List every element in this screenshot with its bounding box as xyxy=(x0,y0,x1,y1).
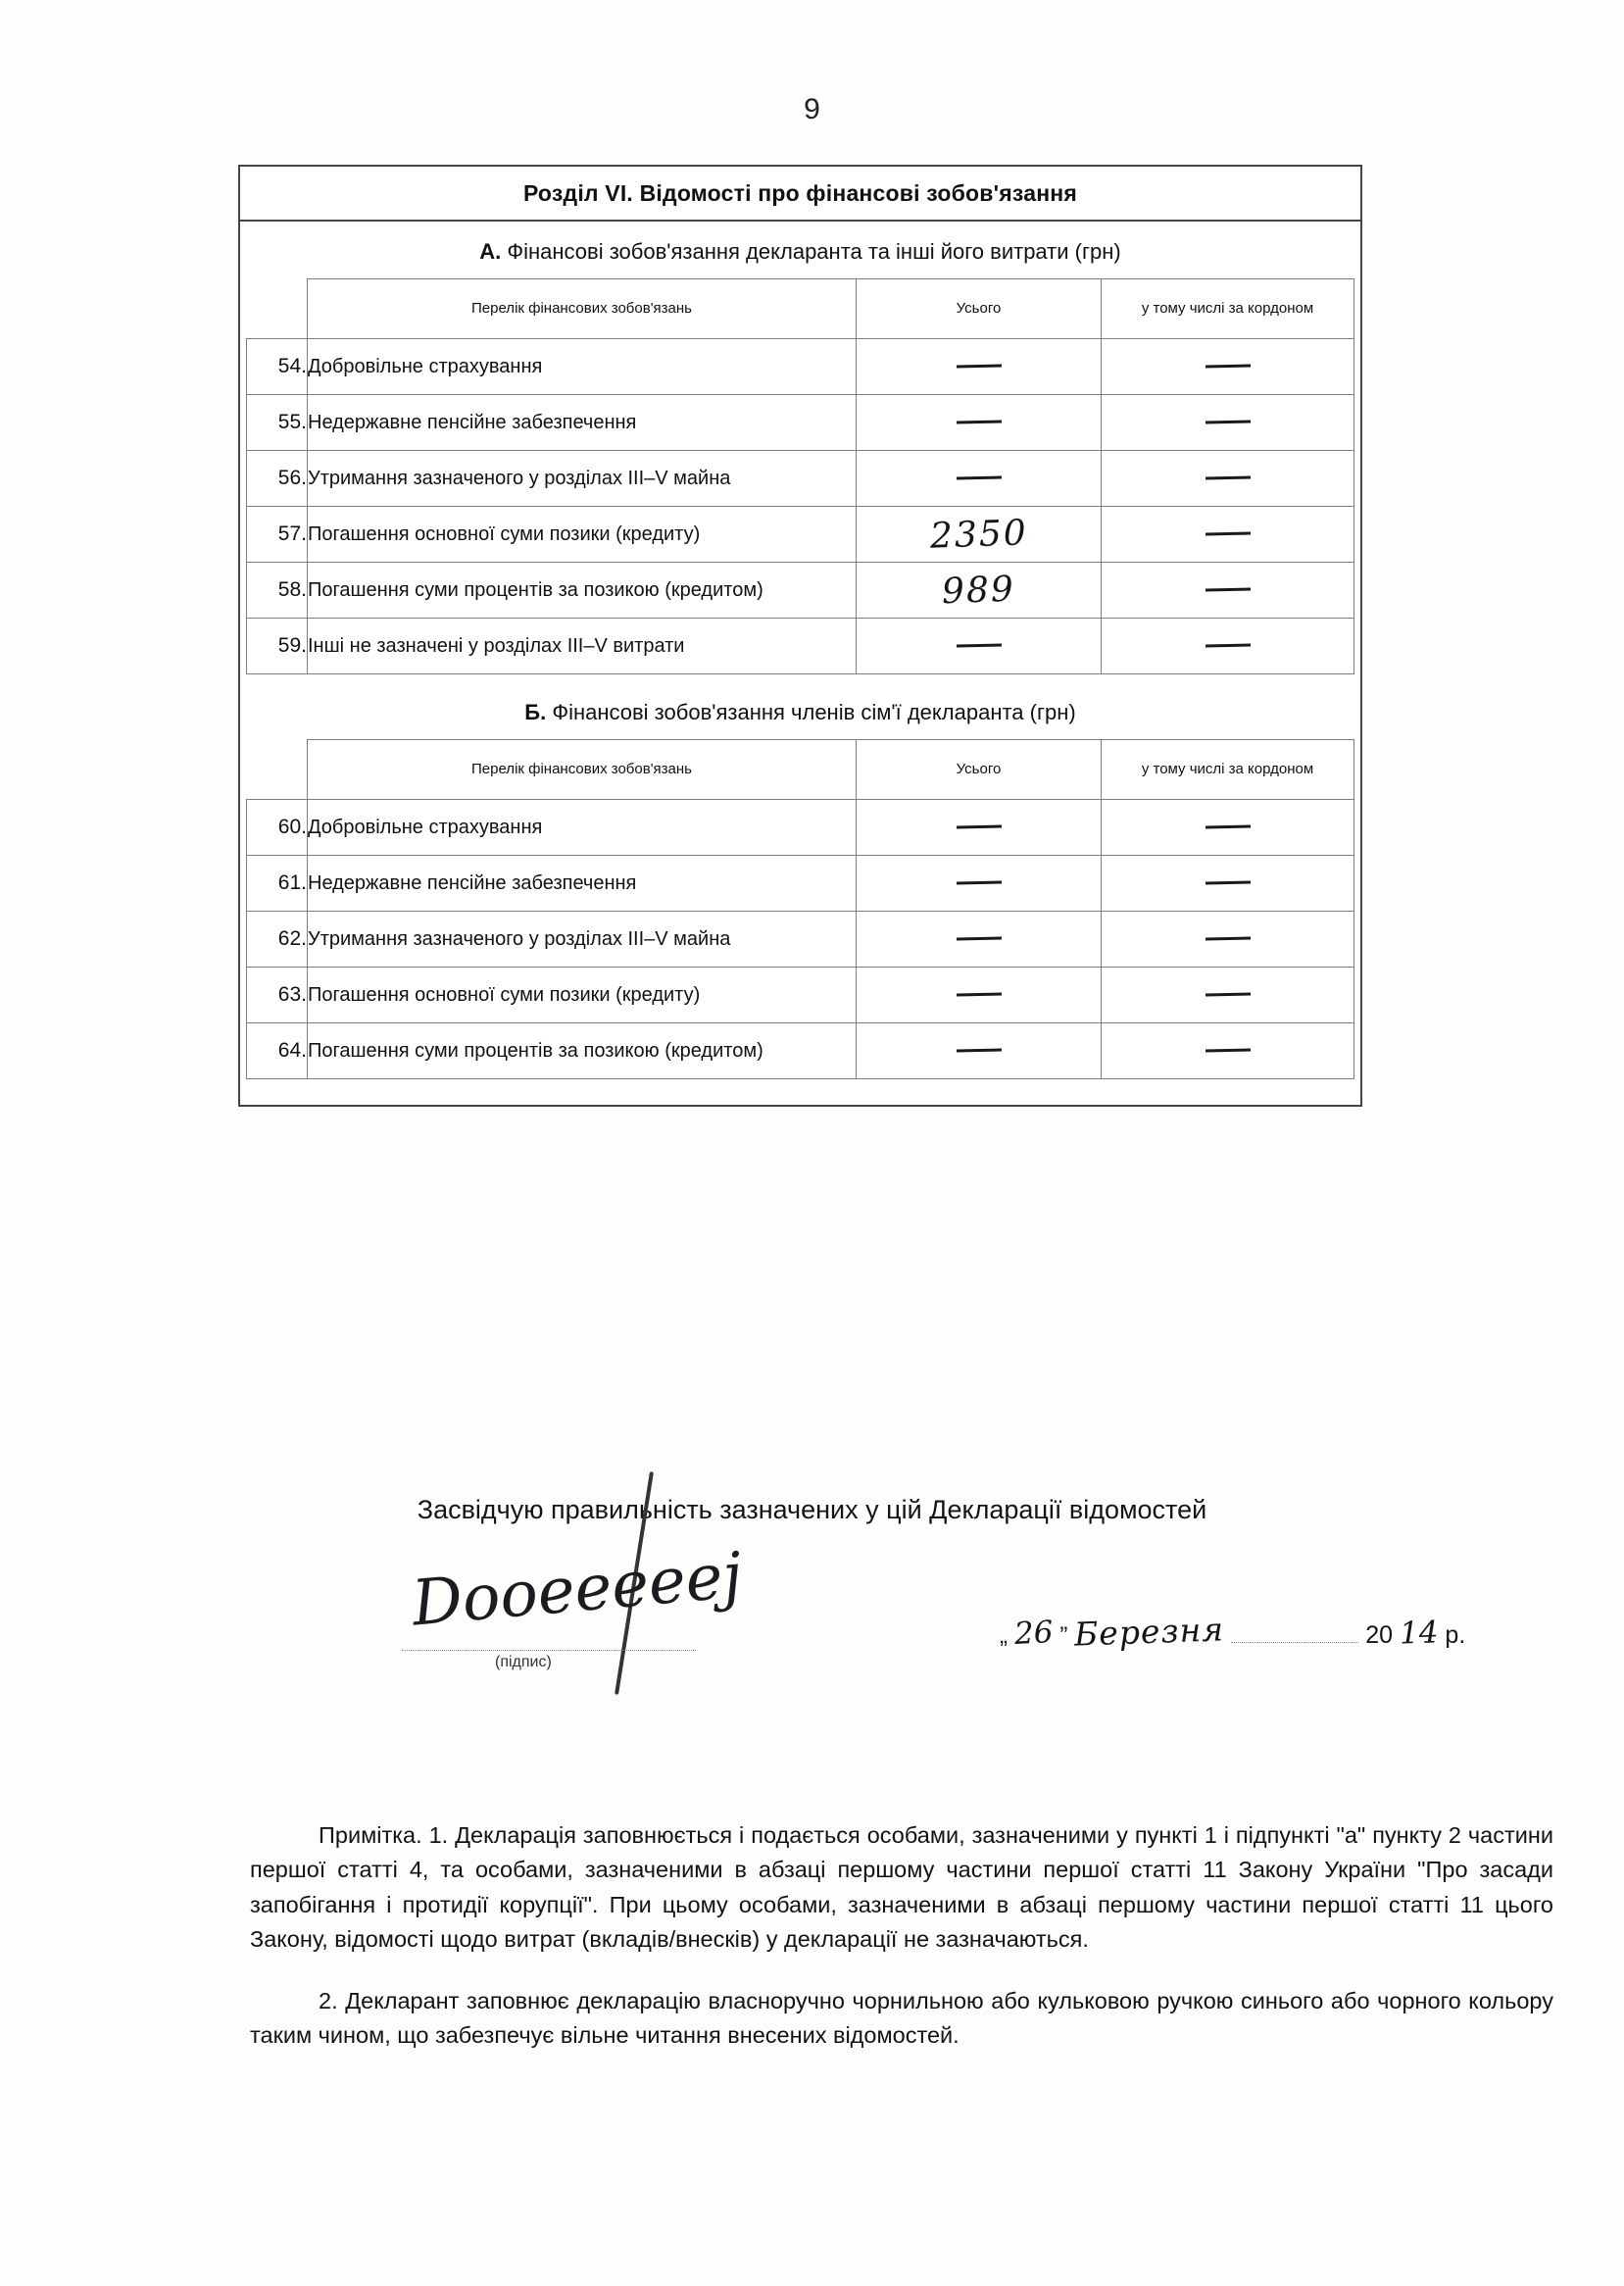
table-row xyxy=(247,968,1354,1023)
handwritten-value: 2350 xyxy=(929,512,1028,557)
row-label: Утримання зазначеного у розділах III–V майна xyxy=(308,451,857,507)
row-abroad xyxy=(1102,1023,1354,1079)
row-label: Добровільне страхування xyxy=(308,800,857,856)
signature-label: (підпис) xyxy=(495,1654,552,1670)
table-row xyxy=(247,619,1354,674)
note-item-1: Примітка. 1. Декларація заповнюється і подається особами, зазначеними у пункті 1 і підпункті "а" пункту 2 частини першої статті 4, та особами, зазначеними в абзаці першому частини першої статті 11 Закону України "Про засади запобігання і протидії корупції". При цьому особами, зазначеними в абзаці першому частини першої статті 11 цього Закону, відомості щодо витрат (вкладів/внесків) у декларації не зазначаються. xyxy=(250,1822,1553,1952)
row-abroad xyxy=(1102,912,1354,968)
financial-obligations-table-b xyxy=(246,739,1354,1079)
header-blank xyxy=(247,740,308,800)
row-total xyxy=(857,856,1102,912)
row-total xyxy=(857,1023,1102,1079)
page-number: 9 xyxy=(804,93,820,125)
header-blank xyxy=(247,279,308,339)
part-a-title-prefix: А. xyxy=(479,239,502,264)
header-list: Перелік фінансових зобов'язань xyxy=(308,279,857,339)
row-number: 54. xyxy=(247,339,308,395)
table-row xyxy=(247,856,1354,912)
table-row xyxy=(247,800,1354,856)
date-quote-open: „ xyxy=(1000,1622,1008,1649)
row-number: 57. xyxy=(247,507,308,563)
row-abroad xyxy=(1102,619,1354,674)
table-row xyxy=(247,507,1354,563)
row-abroad xyxy=(1102,451,1354,507)
row-number: 64. xyxy=(247,1023,308,1079)
row-total xyxy=(857,912,1102,968)
row-number: 62. xyxy=(247,912,308,968)
row-label: Добровільне страхування xyxy=(308,339,857,395)
year-unit: р. xyxy=(1445,1621,1466,1649)
row-number: 59. xyxy=(247,619,308,674)
row-number: 60. xyxy=(247,800,308,856)
row-number: 56. xyxy=(247,451,308,507)
row-label: Погашення основної суми позики (кредиту) xyxy=(308,968,857,1023)
header-list: Перелік фінансових зобов'язань xyxy=(308,740,857,800)
section-title: Розділ VI. Відомості про фінансові зобов'язання xyxy=(240,167,1360,222)
row-abroad xyxy=(1102,339,1354,395)
row-total xyxy=(857,563,1102,619)
date-month: Березня xyxy=(1073,1610,1225,1654)
header-abroad: у тому числі за кордоном xyxy=(1102,279,1354,339)
financial-obligations-table-a xyxy=(246,278,1354,674)
table-row xyxy=(247,395,1354,451)
row-total xyxy=(857,395,1102,451)
row-label: Погашення суми процентів за позикою (кредитом) xyxy=(308,563,857,619)
signature-mark: Dooeeeeej xyxy=(409,1539,746,1641)
row-label: Утримання зазначеного у розділах III–V майна xyxy=(308,912,857,968)
row-total xyxy=(857,619,1102,674)
header-total: Усього xyxy=(857,279,1102,339)
year-suffix: 14 xyxy=(1399,1615,1440,1652)
row-label: Погашення суми процентів за позикою (кредитом) xyxy=(308,1023,857,1079)
row-abroad xyxy=(1102,800,1354,856)
part-a-table-wrap xyxy=(240,278,1360,682)
row-label: Погашення основної суми позики (кредиту) xyxy=(308,507,857,563)
part-a-title xyxy=(240,222,1360,278)
table-row xyxy=(247,912,1354,968)
header-total: Усього xyxy=(857,740,1102,800)
handwritten-value: 989 xyxy=(941,569,1016,612)
table-row xyxy=(247,1023,1354,1079)
part-b-title-prefix: Б. xyxy=(524,700,547,724)
table-header-row xyxy=(247,279,1354,339)
part-b-title xyxy=(240,682,1360,739)
note-item-2: 2. Декларант заповнює декларацію власноручно чорнильною або кульковою ручкою синього або чорного кольору таким чином, що забезпечує вільне читання внесених відомостей. xyxy=(250,1988,1553,2049)
header-abroad: у тому числі за кордоном xyxy=(1102,740,1354,800)
part-b-title-text: Фінансові зобов'язання членів сім'ї декларанта (грн) xyxy=(552,700,1076,724)
row-total xyxy=(857,451,1102,507)
table-row xyxy=(247,563,1354,619)
table-header-row xyxy=(247,740,1354,800)
row-number: 58. xyxy=(247,563,308,619)
table-row xyxy=(247,451,1354,507)
part-a-title-text: Фінансові зобов'язання декларанта та інші його витрати (грн) xyxy=(507,239,1121,264)
row-number: 63. xyxy=(247,968,308,1023)
date-quote-close: ” xyxy=(1059,1622,1068,1649)
row-abroad xyxy=(1102,395,1354,451)
notes-block xyxy=(250,1818,1553,2054)
row-label: Інші не зазначені у розділах III–V витрати xyxy=(308,619,857,674)
date-day: 26 xyxy=(1013,1614,1055,1653)
section-vi-frame xyxy=(238,165,1362,1107)
row-abroad xyxy=(1102,856,1354,912)
row-total xyxy=(857,968,1102,1023)
signature-underline xyxy=(402,1650,696,1651)
row-total xyxy=(857,800,1102,856)
row-total xyxy=(857,339,1102,395)
table-row xyxy=(247,339,1354,395)
row-label: Недержавне пенсійне забезпечення xyxy=(308,395,857,451)
year-prefix: 20 xyxy=(1365,1621,1394,1649)
row-number: 55. xyxy=(247,395,308,451)
signature-area xyxy=(392,1539,804,1681)
date-line xyxy=(1000,1610,1549,1654)
row-label: Недержавне пенсійне забезпечення xyxy=(308,856,857,912)
row-abroad xyxy=(1102,563,1354,619)
part-b-table-wrap xyxy=(240,739,1360,1105)
certification-text: Засвідчую правильність зазначених у цій Декларації відомостей xyxy=(417,1495,1207,1524)
row-abroad xyxy=(1102,968,1354,1023)
row-total xyxy=(857,507,1102,563)
row-number: 61. xyxy=(247,856,308,912)
row-abroad xyxy=(1102,507,1354,563)
